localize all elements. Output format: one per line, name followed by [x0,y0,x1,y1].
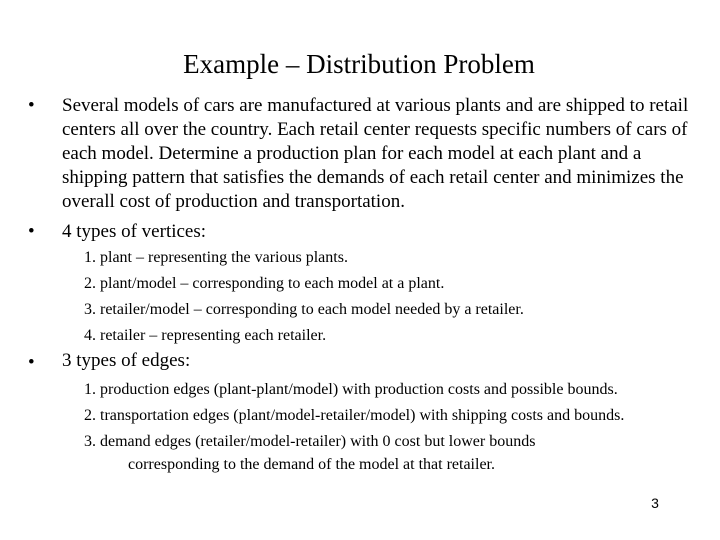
bullet-problem-description: Several models of cars are manufactured at various plants and are shipped to retail centers all over the country. Each retail center requests specific numbers of cars of each model. Determine a production plan for each model at each plant and a shipping pattern that satisfies the demands of each retail center and minimizes the overall cost of production and transportation. [62,95,689,212]
bullet-edge-types: 3 types of edges: [62,350,191,371]
edge-type-item: 2. transportation edges (plant/model-retailer/model) with shipping costs and bounds. [84,407,625,424]
page-number: 3 [651,495,659,511]
vertex-type-item: 1. plant – representing the various plants. [84,249,348,266]
edge-type-item: 3. demand edges (retailer/model-retailer) with 0 cost but lower bounds [84,433,536,450]
edge-type-item: 1. production edges (plant-plant/model) with production costs and possible bounds. [84,381,618,398]
bullet-vertex-types: 4 types of vertices: [62,221,207,242]
edge-type-item-continuation: corresponding to the demand of the model at that retailer. [128,456,495,473]
bullet-marker: • [28,95,35,116]
vertex-type-item: 2. plant/model – corresponding to each model at a plant. [84,275,445,292]
vertex-type-item: 4. retailer – representing each retailer. [84,327,327,344]
vertex-type-item: 3. retailer/model – corresponding to each model needed by a retailer. [84,301,524,318]
slide-title: Example – Distribution Problem [183,49,535,79]
bullet-marker: • [28,352,35,373]
bullet-marker: • [28,221,35,242]
